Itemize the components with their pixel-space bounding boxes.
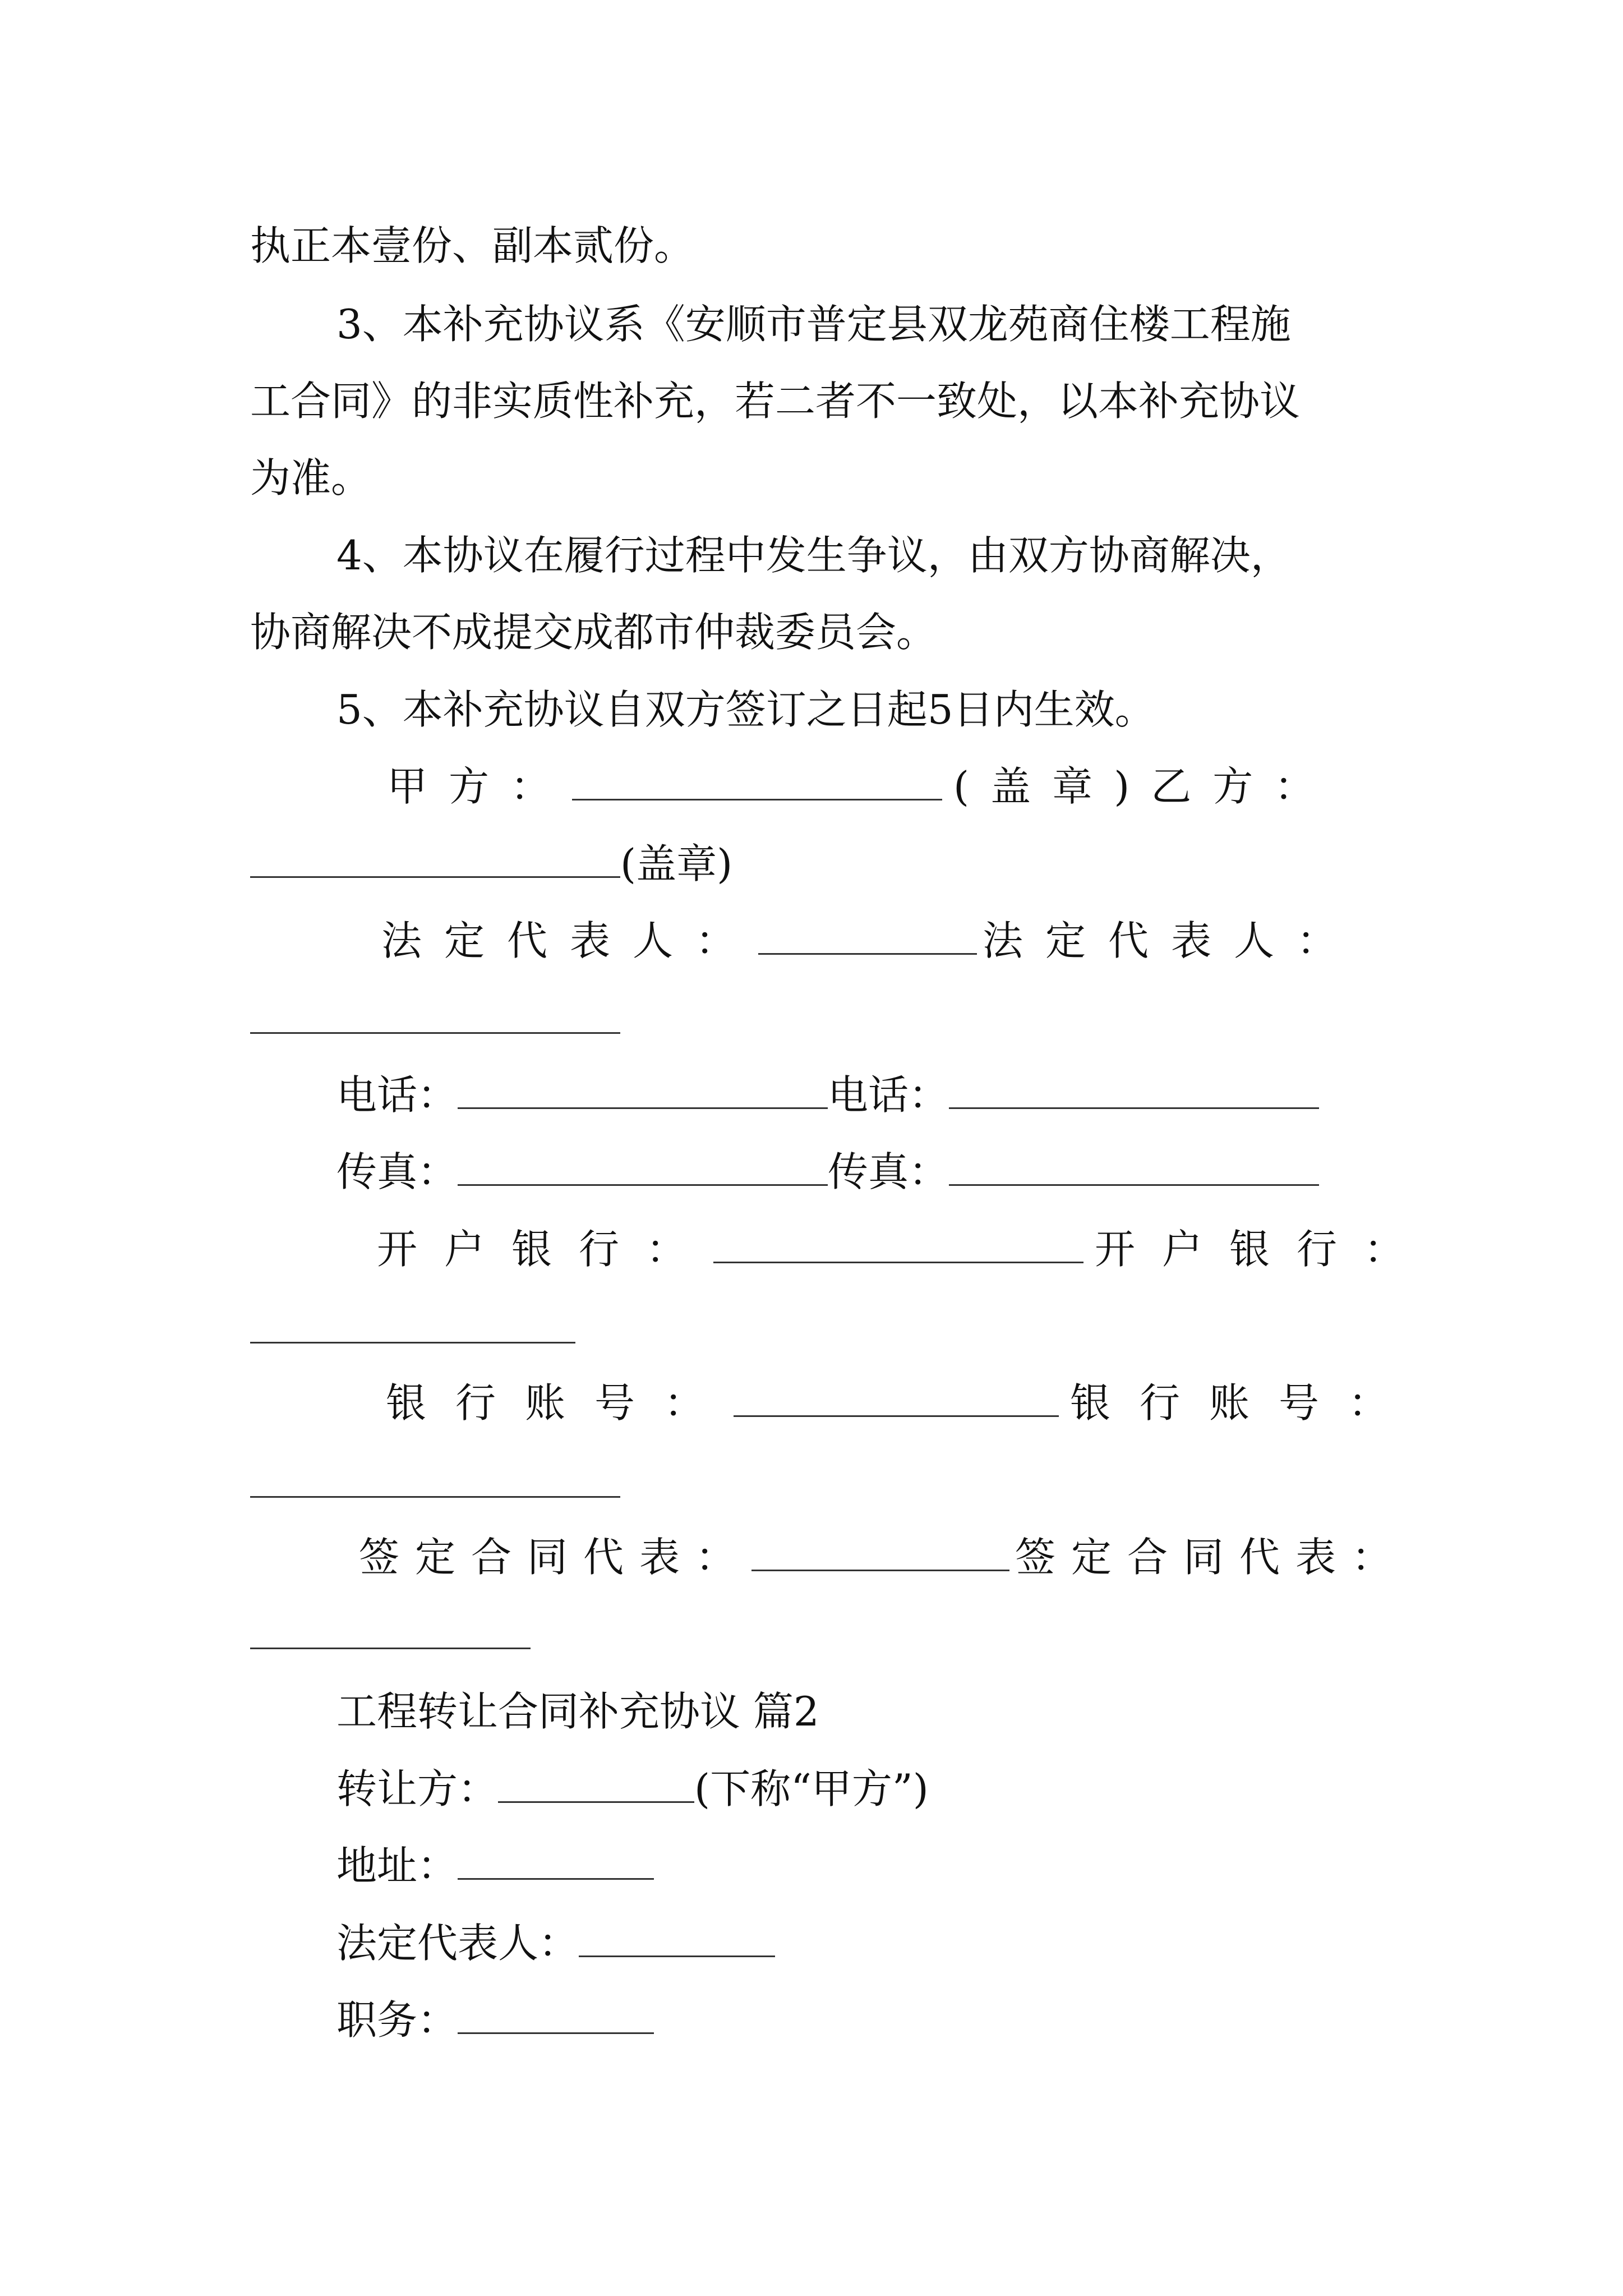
position-line [336,1989,1383,2051]
legal-rep-b-label: 法定代表人： [983,917,1360,964]
party-line [387,756,1383,817]
transferor-line [336,1758,1383,1820]
legal-rep-a-blank[interactable] [758,918,977,955]
address-blank[interactable] [458,1843,654,1880]
fax-b-blank[interactable] [949,1149,1319,1186]
paragraph-line: 执正本壹份、副本贰份。 [250,222,695,269]
address-line [336,1835,1383,1897]
address-label: 地址： [336,1842,458,1889]
transferor-blank[interactable] [498,1766,694,1803]
clause-4-line-1 [336,524,1383,586]
party-b-label: 乙方： [1151,763,1336,810]
position-label: 职务： [336,1996,458,2044]
signer-line [359,1526,1408,1588]
signer-b-label: 签定合同代表： [1015,1534,1408,1581]
account-b-blank[interactable] [250,1495,620,1498]
fax-line [336,1141,1383,1203]
account-b-label: 银行账号： [1070,1379,1418,1427]
signer-a-blank[interactable] [751,1535,1009,1571]
bank-b-blank[interactable] [250,1341,575,1343]
legal-rep2-line [336,1912,1383,1974]
bank-a-label: 开户银行： [377,1226,714,1273]
legal-rep-line [381,910,1383,972]
phone-b-label: 电话： [828,1071,949,1119]
seal-label-a: (盖章) [953,763,1151,810]
phone-a-label: 电话： [336,1071,458,1119]
phone-b-blank[interactable] [949,1073,1319,1109]
fax-b-label: 传真： [828,1148,949,1195]
position-blank[interactable] [458,1998,654,2034]
clause-3-text-cont: 工合同》的非实质性补充，若二者不一致处，以本补充协议 [250,378,1301,425]
legal-rep2-blank[interactable] [579,1921,775,1957]
clause-3-text: 3、本补充协议系《安顺市普定县双龙苑商住楼工程施 [336,301,1291,348]
bank-a-blank[interactable] [713,1227,1083,1263]
party-b-seal-line [250,833,1383,895]
bank-line [377,1218,1432,1280]
account-a-label: 银行账号： [386,1379,734,1427]
clause-3-line-1 [336,293,1383,355]
legal-rep2-label: 法定代表人： [336,1920,579,1967]
seal-label-b: (盖章) [620,840,733,887]
party-a-blank[interactable] [572,764,942,800]
transferor-label: 转让方： [336,1765,499,1812]
party-b-blank[interactable] [250,841,620,878]
fax-a-blank[interactable] [458,1149,828,1186]
fax-a-label: 传真： [336,1148,458,1195]
phone-a-blank[interactable] [458,1073,828,1109]
account-line [386,1372,1418,1434]
clause-5-line: 5、本补充协议自双方签订之日起5日内生效。 [336,686,1155,733]
section-title: 工程转让合同补充协议 篇2 [336,1688,819,1735]
clause-4-line-2: 协商解决不成提交成都市仲裁委员会。 [250,609,937,656]
phone-line [336,1064,1383,1126]
bank-b-label: 开户银行： [1095,1226,1432,1273]
signer-b-blank[interactable] [250,1646,531,1649]
account-a-blank[interactable] [734,1381,1059,1417]
signer-a-label: 签定合同代表： [359,1534,752,1581]
legal-rep-b-blank[interactable] [250,1031,620,1034]
transferor-note: (下称“甲方”) [694,1765,929,1812]
clause-4-text: 4、本协议在履行过程中发生争议，由双方协商解决， [336,532,1291,579]
clause-3-line-2 [250,370,1383,432]
party-a-label: 甲方： [387,763,573,810]
clause-3-line-3: 为准。 [250,454,372,501]
legal-rep-a-label: 法定代表人： [381,917,759,964]
